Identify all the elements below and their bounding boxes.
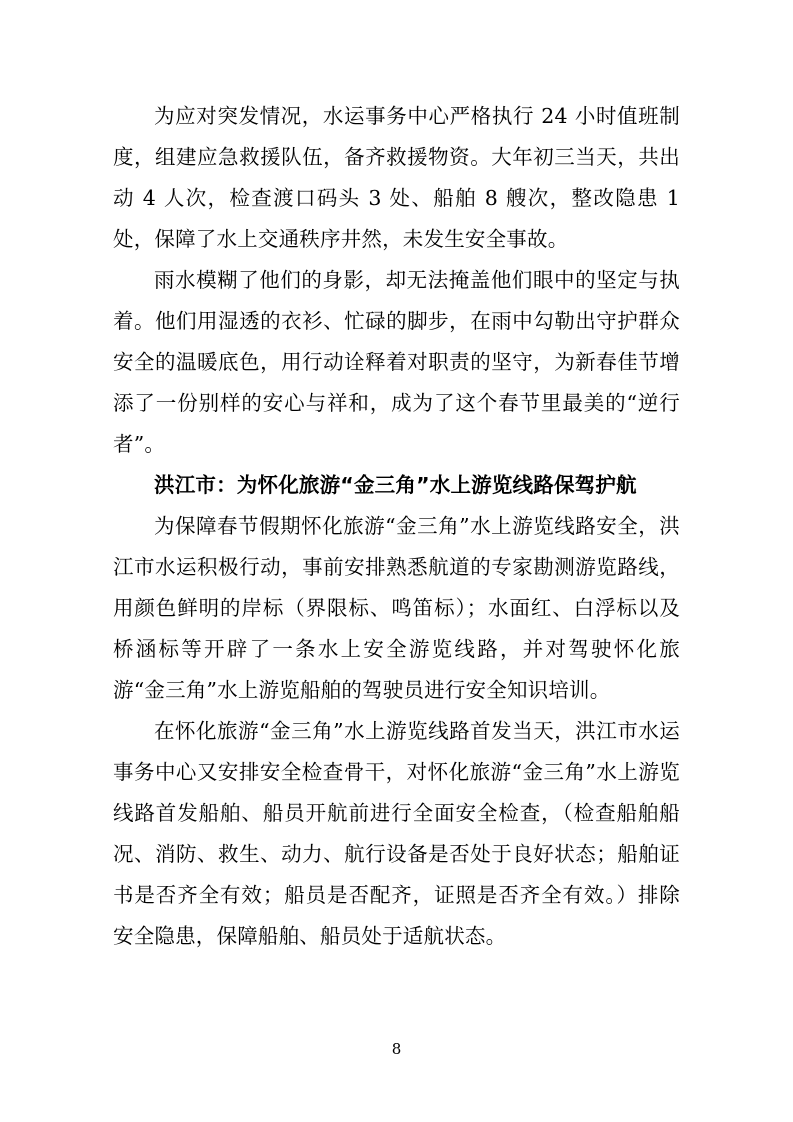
paragraph-2: 雨水模糊了他们的身影，却无法掩盖他们眼中的坚定与执着。他们用湿透的衣衫、忙碌的脚步，在雨中勾勒出守护群众安全的温暖底色，用行动诠释着对职责的坚守，为新春佳节增添了一份别样的安心与祥和，成为了这个春节里最美的“逆行者”。 — [113, 268, 680, 456]
paragraph-1: 为应对突发情况，水运事务中心严格执行 24 小时值班制度，组建应急救援队伍，备齐救援物资。大年初三当天，共出动 4 人次，检查渡口码头 3 处、船舶 8 艘次，整改隐患 1 处，保障了水上交通秩序井然，未发生安全事故。 — [113, 104, 680, 251]
section-heading: 洪江市：为怀化旅游“金三角”水上游览线路保驾护航 — [154, 473, 637, 497]
paragraph-4: 在怀化旅游“金三角”水上游览线路首发当天，洪江市水运事务中心又安排安全检查骨干，对怀化旅游“金三角”水上游览线路首发船舶、船员开航前进行全面安全检查，（检查船舶船况、消防、救生、动力、航行设备是否处于良好状态；船舶证书是否齐全有效；船员是否配齐，证照是否齐全有效。）排除安全隐患，保障船舶、船员处于适航状态。 — [113, 719, 680, 948]
paragraph-3: 为保障春节假期怀化旅游“金三角”水上游览线路安全，洪江市水运积极行动，事前安排熟悉航道的专家勘测游览路线，用颜色鲜明的岸标（界限标、鸣笛标）；水面红、白浮标以及桥涵标等开辟了一条水上安全游览线路，并对驾驶怀化旅游“金三角”水上游览船舶的驾驶员进行安全知识培训。 — [113, 514, 680, 702]
page-number: 8 — [391, 1040, 402, 1058]
page-content — [113, 96, 680, 957]
